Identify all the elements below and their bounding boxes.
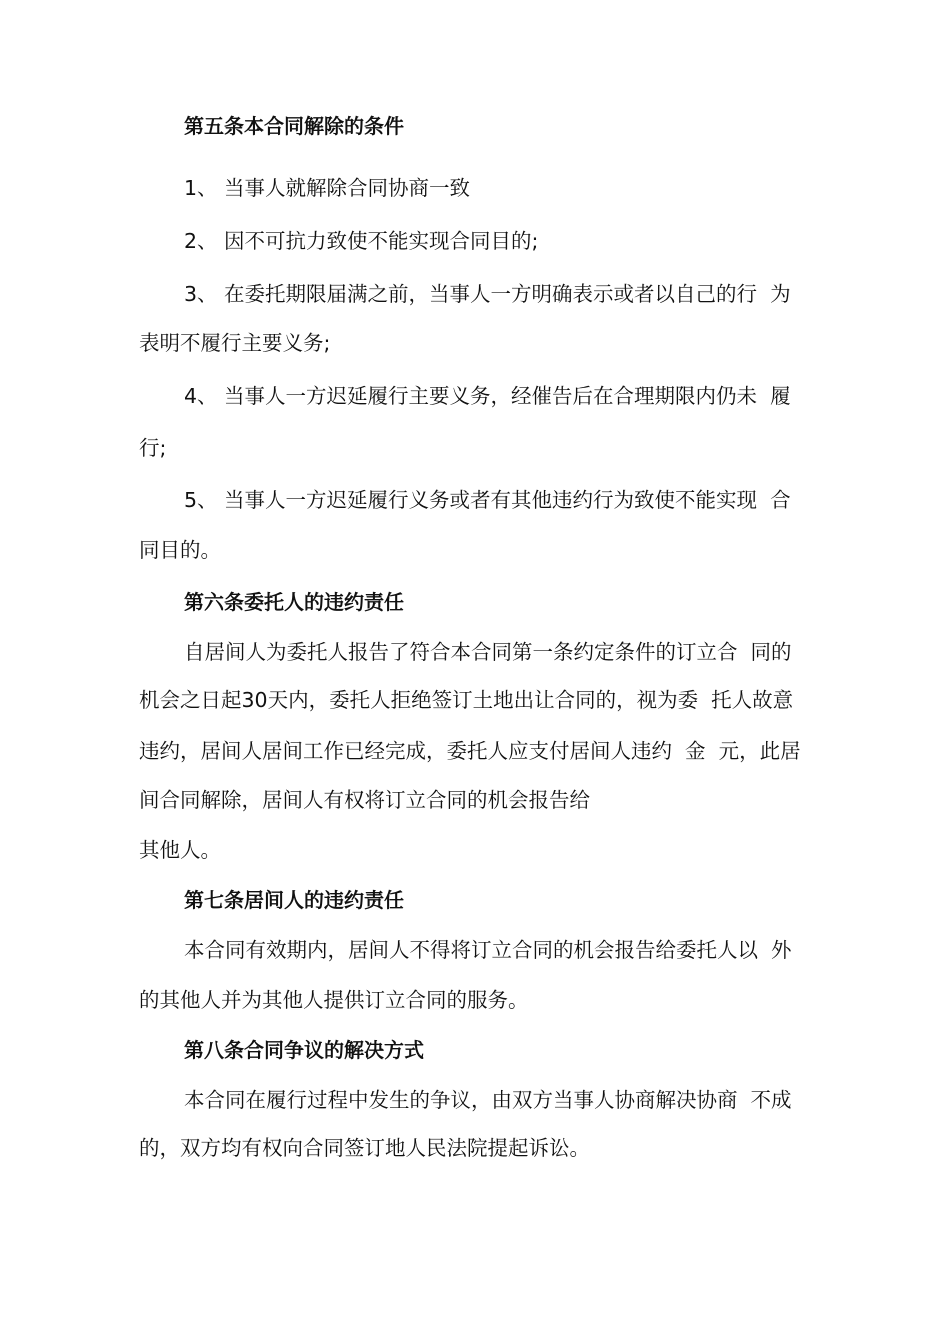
article-6-heading: 第六条委托人的违约责任 [184, 590, 404, 614]
article-7-line-1: 本合同有效期内，居间人不得将订立合同的机会报告给委托人以 外 [184, 938, 792, 962]
article-5-item-3-line-2: 表明不履行主要义务; [139, 331, 331, 355]
article-8-line-1: 本合同在履行过程中发生的争议，由双方当事人协商解决协商 不成 [184, 1088, 792, 1112]
article-5-item-4-line-2: 行; [139, 436, 167, 460]
article-7-heading: 第七条居间人的违约责任 [184, 888, 404, 912]
article-5-item-2: 2、 因不可抗力致使不能实现合同目的; [184, 229, 539, 253]
article-5-item-5-line-1: 5、 当事人一方迟延履行义务或者有其他违约行为致使不能实现 合 [184, 488, 791, 512]
article-6-line-5: 其他人。 [139, 838, 221, 862]
article-5-item-1: 1、 当事人就解除合同协商一致 [184, 176, 471, 200]
article-5-item-3-line-1: 3、 在委托期限届满之前，当事人一方明确表示或者以自己的行 为 [184, 282, 791, 306]
article-6-line-4: 间合同解除，居间人有权将订立合同的机会报告给 [139, 788, 590, 812]
article-5-item-5-line-2: 同目的。 [139, 538, 221, 562]
article-8-heading: 第八条合同争议的解决方式 [184, 1038, 424, 1062]
article-5-heading: 第五条本合同解除的条件 [184, 114, 404, 138]
article-7-line-2: 的其他人并为其他人提供订立合同的服务。 [139, 988, 529, 1012]
article-6-line-2: 机会之日起30天内，委托人拒绝签订土地出让合同的，视为委 托人故意 [139, 688, 794, 712]
article-6-line-1: 自居间人为委托人报告了符合本合同第一条约定条件的订立合 同的 [184, 640, 792, 664]
article-5-item-4-line-1: 4、 当事人一方迟延履行主要义务，经催告后在合理期限内仍未 履 [184, 384, 791, 408]
article-6-line-3: 违约，居间人居间工作已经完成，委托人应支付居间人违约 金 元，此居 [139, 739, 801, 763]
article-8-line-2: 的，双方均有权向合同签订地人民法院提起诉讼。 [139, 1136, 590, 1160]
